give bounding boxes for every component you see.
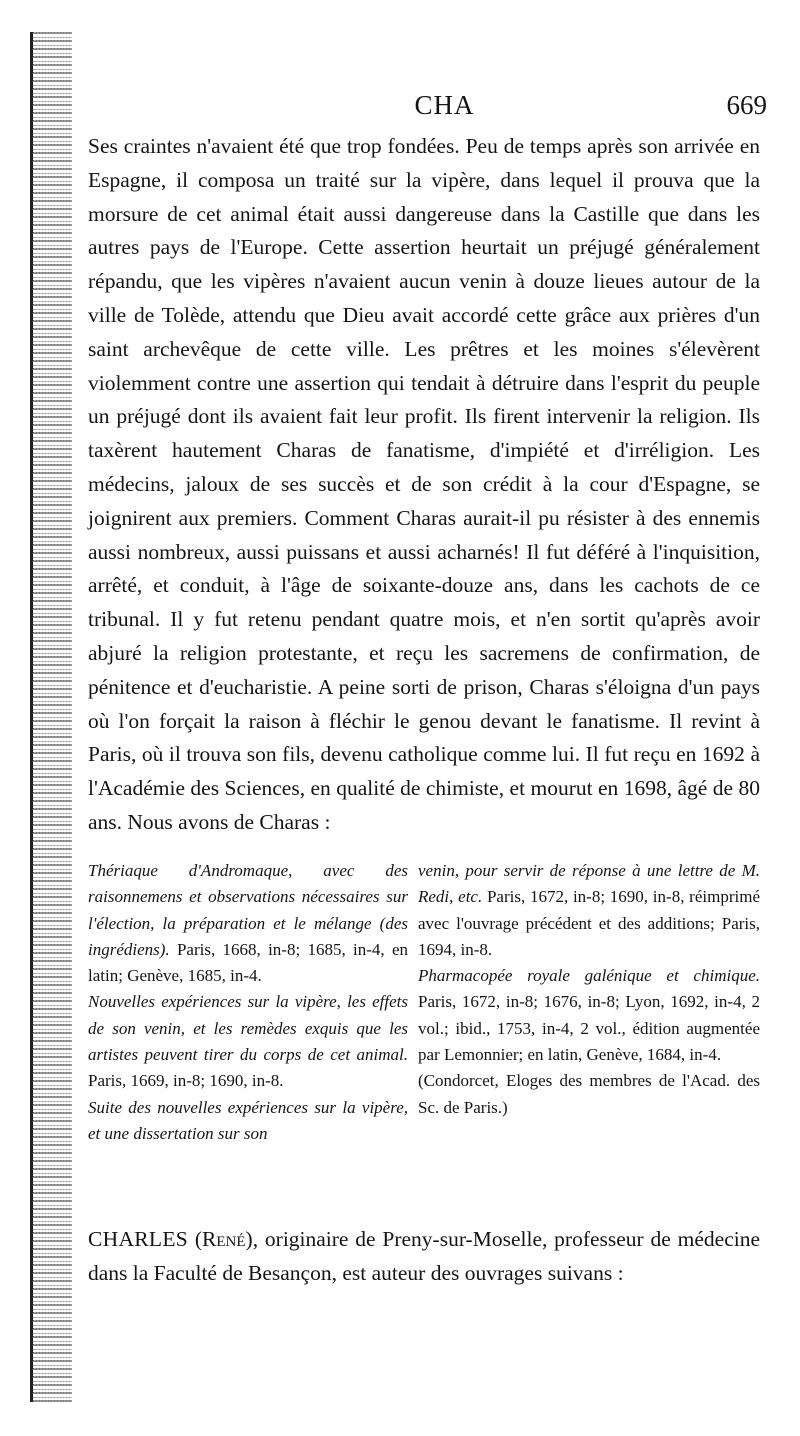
main-text <box>88 130 760 840</box>
note-title: Suite des nouvelles expériences sur la vipère, et une dissertation sur son <box>88 1097 408 1143</box>
note-title: venin, pour servir de réponse à une lettre de M. Redi, etc. <box>418 861 760 907</box>
note-title: Pharmacopée royale galénique et chimique. <box>418 966 760 986</box>
page-number: 669 <box>726 90 767 120</box>
note-item <box>418 963 760 1068</box>
note-details: Paris, 1672, in-8; 1690, in-8, réimprimé avec l'ouvrage précédent et des additions; Paris, 1694, in-8. <box>418 887 760 959</box>
entry-name: CHARLES <box>88 1227 189 1251</box>
note-source <box>418 1068 760 1121</box>
note-details: (Condorcet, Eloges des membres de l'Acad. des Sc. de Paris.) <box>418 1071 760 1117</box>
entry-given-name: René <box>202 1227 246 1251</box>
binding-edge <box>30 32 33 1402</box>
page-header <box>82 90 767 130</box>
entry-charles: CHARLES (René), originaire de Preny-sur-Moselle, professeur de médecine dans la Faculté de Besançon, est auteur des ouvrages suivans : <box>88 1227 760 1285</box>
note-item <box>88 989 408 1094</box>
notes-left-column <box>88 858 408 1213</box>
note-item <box>88 1095 408 1148</box>
note-title: Nouvelles expériences sur la vipère, les effets de son venin, et les remèdes exquis que les artistes peuvent tirer du corps de cet animal. <box>88 992 408 1065</box>
main-paragraph: Ses craintes n'avaient été que trop fondées. Peu de temps après son arrivée en Espagne, il composa un traité sur la vipère, dans lequel il prouva que la morsure de cet animal était aussi dangereuse dans la Castille que dans les autres pays de l'Europe. Cette assertion heurtait un préjugé généralement répandu, que les vipères n'avaient aucun venin à douze lieues autour de la ville de Tolède, attendu que Dieu avait accordé cette grâce aux prières d'un saint archevêque de cette ville. Les prêtres et les moines s'élevèrent violemment contre une assertion qui tendait à détruire dans l'esprit du peuple un préjugé dont ils avaient fait leur profit. Ils firent intervenir la religion. Ils taxèrent hautement Charas de fanatisme, d'impiété et d'irréligion. Les médecins, jaloux de ses succès et de son crédit à la cour d'Espagne, se joignirent aux premiers. Comment Charas aurait-il pu résister à des ennemis aussi nombreux, aussi puissans et aussi acharnés! Il fut déféré à l'inquisition, arrêté, et conduit, à l'âge de soixante-douze ans, dans les cachots de ce tribunal. Il y fut retenu pendant quatre mois, et n'en sortit qu'après avoir abjuré la religion protestante, et reçu les sacremens de confirmation, de pénitence et d'eucharistie. A peine sorti de prison, Charas s'éloigna d'un pays où l'on forçait la raison à fléchir le genou devant le fanatisme. Il revint à Paris, où il trouva son fils, devenu catholique comme lui. Il fut reçu en 1692 à l'Académie des Sciences, en qualité de chimiste, et mourut en 1698, âgé de 80 ans. Nous avons de Charas : <box>88 134 760 834</box>
page-binding <box>30 32 72 1402</box>
note-details: Paris, 1668, in-8; 1685, in-4, en latin; Genève, 1685, in-4. <box>88 939 408 986</box>
note-details: Paris, 1669, in-8; 1690, in-8. <box>88 1071 284 1091</box>
note-details: Paris, 1672, in-8; 1676, in-8; Lyon, 1692, in-4, 2 vol.; ibid., 1753, in-4, 2 vol., édition augmentée par Lemonnier; en latin, Genève, 1684, in-4. <box>418 992 760 1065</box>
notes-right-column <box>418 858 760 1213</box>
running-head: CHA <box>414 90 475 120</box>
entry-text: , originaire de Preny-sur-Moselle, professeur de médecine dans la Faculté de Besançon, est auteur des ouvrages suivans : <box>88 1227 760 1285</box>
bibliography-notes <box>88 858 760 1213</box>
note-item <box>88 858 408 989</box>
note-item <box>418 858 760 963</box>
note-title: Thériaque d'Andromaque, avec des raisonnemens et observations nécessaires sur l'élection, la préparation et le mélange (des ingrédiens). <box>88 861 408 959</box>
